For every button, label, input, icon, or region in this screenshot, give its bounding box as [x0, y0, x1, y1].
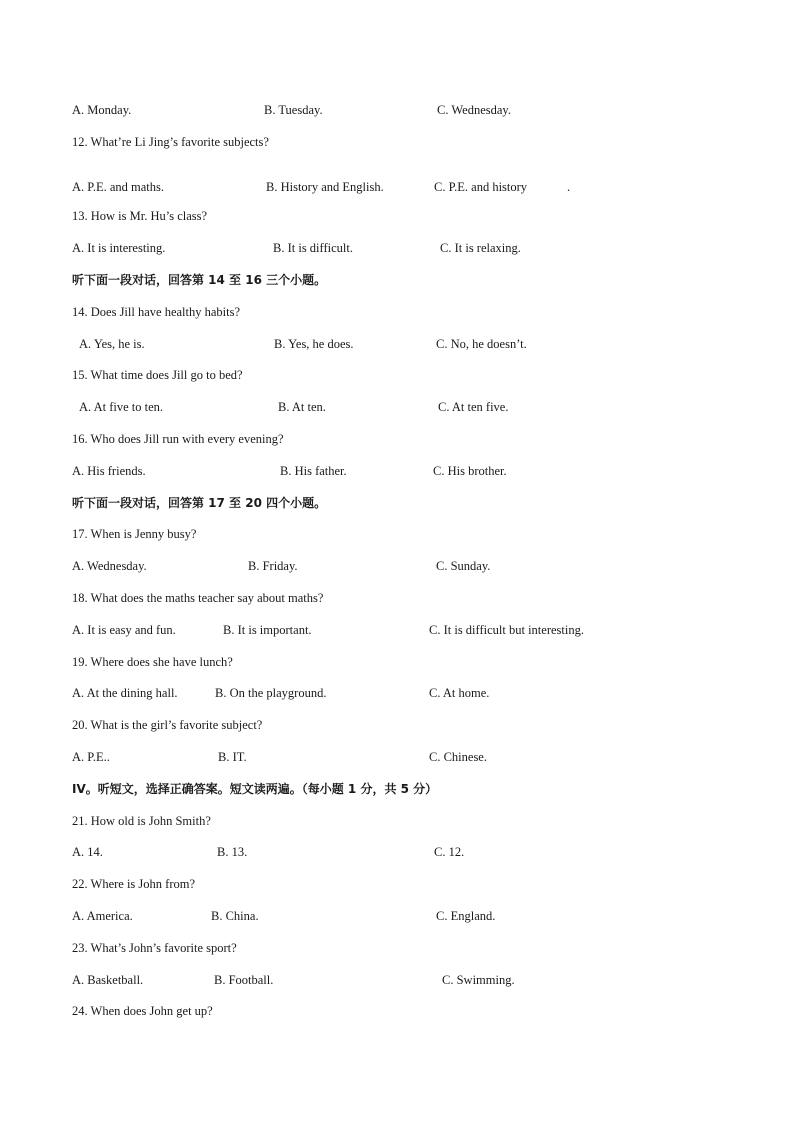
option-c[interactable]: C. It is relaxing.	[440, 241, 521, 255]
option-a[interactable]: A. P.E. and maths.	[72, 180, 165, 194]
option-c[interactable]: C. P.E. and history	[434, 180, 528, 194]
question-text: 19. Where does she have lunch?	[72, 655, 233, 669]
question-text: 15. What time does Jill go to bed?	[72, 368, 243, 382]
options-row	[0, 842, 794, 862]
question-22	[0, 874, 794, 894]
question-text: 13. How is Mr. Hu’s class?	[72, 209, 208, 223]
option-a[interactable]: A. P.E..	[72, 750, 110, 764]
question-20	[0, 715, 794, 735]
question-17	[0, 524, 794, 544]
option-a[interactable]: A. At five to ten.	[79, 400, 164, 414]
options-row	[0, 461, 794, 481]
options-row	[0, 397, 794, 417]
option-a[interactable]: A. Basketball.	[72, 973, 144, 987]
question-14	[0, 302, 794, 322]
option-a[interactable]: A. It is interesting.	[72, 241, 166, 255]
option-c[interactable]: C. Sunday.	[436, 559, 491, 573]
options-row	[0, 970, 794, 990]
options-row	[0, 100, 794, 120]
question-12	[0, 132, 794, 152]
option-c[interactable]: C. England.	[436, 909, 496, 923]
question-21	[0, 811, 794, 831]
question-text: 21. How old is John Smith?	[72, 814, 211, 828]
trailing-period: .	[567, 180, 571, 194]
option-a[interactable]: A. 14.	[72, 845, 103, 859]
question-19	[0, 652, 794, 672]
option-c[interactable]: C. Chinese.	[429, 750, 487, 764]
option-b[interactable]: B. Tuesday.	[264, 103, 323, 117]
question-16	[0, 429, 794, 449]
option-b[interactable]: B. China.	[211, 909, 259, 923]
question-24	[0, 1001, 794, 1021]
option-b[interactable]: B. History and English.	[266, 180, 384, 194]
option-c[interactable]: C. His brother.	[433, 464, 507, 478]
heading-text: 听下面一段对话，回答第 14 至 16 三个小题。	[72, 273, 327, 287]
option-c[interactable]: C. No, he doesn’t.	[436, 337, 527, 351]
section-heading	[0, 779, 794, 799]
option-a[interactable]: A. Wednesday.	[72, 559, 147, 573]
question-text: 24. When does John get up?	[72, 1004, 213, 1018]
option-b[interactable]: B. His father.	[280, 464, 347, 478]
option-a[interactable]: A. Yes, he is.	[79, 337, 145, 351]
options-row	[0, 177, 794, 197]
option-b[interactable]: B. 13.	[217, 845, 248, 859]
options-row	[0, 334, 794, 354]
question-13	[0, 206, 794, 226]
question-text: 20. What is the girl’s favorite subject?	[72, 718, 263, 732]
option-c[interactable]: C. Wednesday.	[437, 103, 511, 117]
option-a[interactable]: A. America.	[72, 909, 133, 923]
section-heading	[0, 493, 794, 513]
option-a[interactable]: A. It is easy and fun.	[72, 623, 176, 637]
option-b[interactable]: B. At ten.	[278, 400, 326, 414]
heading-text: IV。听短文，选择正确答案。短文读两遍。（每小题 1 分，共 5 分）	[72, 782, 438, 796]
option-b[interactable]: B. Yes, he does.	[274, 337, 354, 351]
option-c[interactable]: C. Swimming.	[442, 973, 515, 987]
option-b[interactable]: B. It is difficult.	[273, 241, 353, 255]
option-c[interactable]: C. 12.	[434, 845, 465, 859]
question-text: 16. Who does Jill run with every evening?	[72, 432, 284, 446]
option-c[interactable]: C. At ten five.	[438, 400, 509, 414]
options-row	[0, 620, 794, 640]
question-text: 22. Where is John from?	[72, 877, 196, 891]
option-b[interactable]: B. On the playground.	[215, 686, 327, 700]
option-a[interactable]: A. At the dining hall.	[72, 686, 178, 700]
options-row	[0, 683, 794, 703]
options-row	[0, 906, 794, 926]
question-18	[0, 588, 794, 608]
question-text: 18. What does the maths teacher say about maths?	[72, 591, 324, 605]
question-text: 14. Does Jill have healthy habits?	[72, 305, 241, 319]
options-row	[0, 556, 794, 576]
options-row	[0, 747, 794, 767]
question-15	[0, 365, 794, 385]
question-text: 23. What’s John’s favorite sport?	[72, 941, 237, 955]
option-b[interactable]: B. IT.	[218, 750, 247, 764]
question-23	[0, 938, 794, 958]
options-row	[0, 238, 794, 258]
option-b[interactable]: B. Friday.	[248, 559, 298, 573]
option-a[interactable]: A. His friends.	[72, 464, 146, 478]
option-b[interactable]: B. It is important.	[223, 623, 312, 637]
question-text: 12. What’re Li Jing’s favorite subjects?	[72, 135, 269, 149]
question-text: 17. When is Jenny busy?	[72, 527, 197, 541]
section-heading	[0, 270, 794, 290]
heading-text: 听下面一段对话，回答第 17 至 20 四个小题。	[72, 496, 327, 510]
option-c[interactable]: C. At home.	[429, 686, 490, 700]
option-b[interactable]: B. Football.	[214, 973, 274, 987]
option-a[interactable]: A. Monday.	[72, 103, 132, 117]
option-c[interactable]: C. It is difficult but interesting.	[429, 623, 584, 637]
